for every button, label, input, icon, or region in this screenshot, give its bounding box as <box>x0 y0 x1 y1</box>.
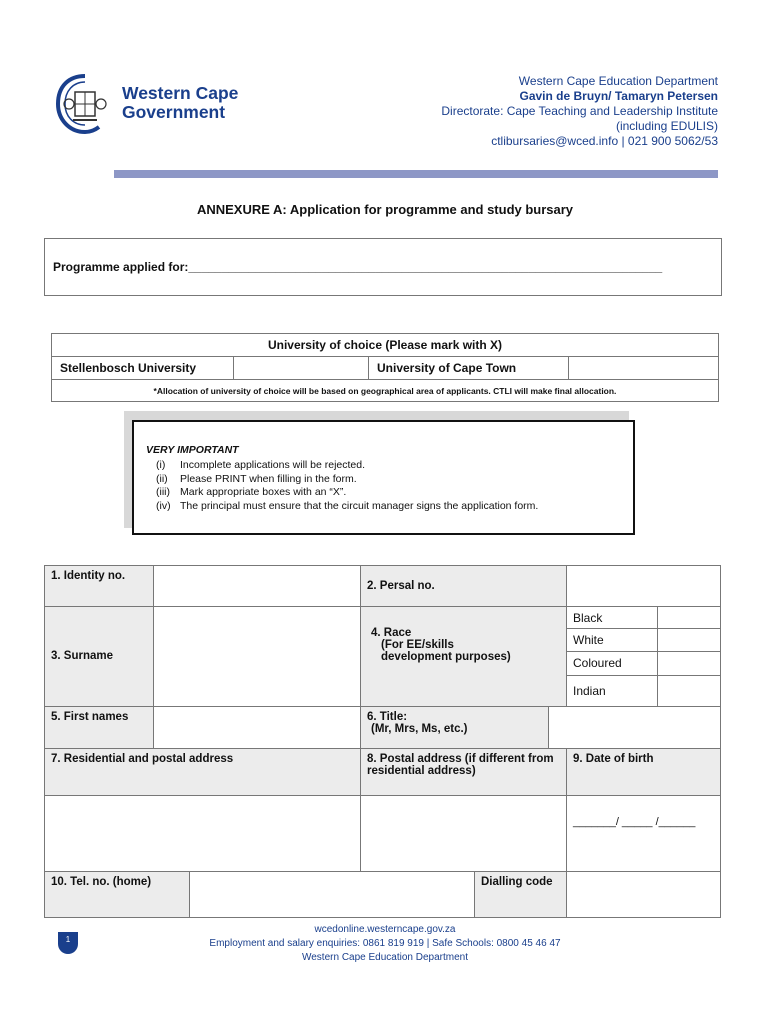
important-box <box>132 420 635 535</box>
identity-label: 1. Identity no. <box>44 565 154 607</box>
title-input[interactable] <box>548 706 721 749</box>
footer-department: Western Cape Education Department <box>301 952 468 963</box>
dob-input[interactable]: _______/ _____ /______ <box>566 795 721 872</box>
logo-line1: Western Cape <box>122 83 239 103</box>
surname-label: 3. Surname <box>44 606 154 707</box>
list-item: (iii) Mark appropriate boxes with an “X”. <box>156 486 347 498</box>
first-names-input[interactable] <box>153 706 361 749</box>
postal-address-input[interactable] <box>360 795 567 872</box>
university-heading: University of choice (Please mark with X) <box>52 334 719 357</box>
document-title: ANNEXURE A: Application for programme and study bursary <box>196 202 574 217</box>
race-option-coloured: Coloured <box>566 651 658 676</box>
important-heading: VERY IMPORTANT <box>146 444 239 456</box>
first-names-label: 5. First names <box>44 706 154 749</box>
allocation-note: *Allocation of university of choice will be based on geographical area of applicants. CTLI will make final allocation. <box>52 380 719 402</box>
list-item: (iv) The principal must ensure that the circuit manager signs the application form. <box>156 499 539 512</box>
title-label <box>360 706 549 749</box>
race-sub1: (For EE/skills <box>381 639 454 651</box>
directorate: Directorate: Cape Teaching and Leadership Institute <box>441 104 718 118</box>
contact-names: Gavin de Bruyn/ Tamaryn Petersen <box>519 89 718 103</box>
directorate-including: (including EDULIS) <box>615 119 718 133</box>
race-indian-box[interactable] <box>657 675 721 707</box>
contact-line: ctlibursaries@wced.info | 021 900 5062/53 <box>491 134 718 148</box>
important-list <box>156 459 538 513</box>
persal-input[interactable] <box>566 565 721 607</box>
race-white-box[interactable] <box>657 628 721 652</box>
programme-box <box>44 238 722 296</box>
header-info <box>441 74 718 149</box>
university-option-uct: University of Cape Town <box>369 357 569 380</box>
race-label <box>360 606 567 707</box>
surname-input[interactable] <box>153 606 361 707</box>
personal-details-form <box>44 565 721 918</box>
race-option-white: White <box>566 628 658 652</box>
tel-label: 10. Tel. no. (home) <box>44 871 190 918</box>
footer-enquiries: Employment and salary enquiries: 0861 819 919 | Safe Schools: 0800 45 46 47 <box>209 938 561 949</box>
university-option-stellenbosch: Stellenbosch University <box>52 357 234 380</box>
identity-input[interactable] <box>153 565 361 607</box>
footer <box>0 923 770 965</box>
tel-input[interactable] <box>189 871 475 918</box>
dob-label: 9. Date of birth <box>566 748 721 796</box>
race-option-indian: Indian <box>566 675 658 707</box>
footer-website: wcedonline.westerncape.gov.za <box>314 924 456 935</box>
persal-label: 2. Persal no. <box>360 565 567 607</box>
list-item: (ii) Please PRINT when filling in the form. <box>156 472 357 485</box>
department-name: Western Cape Education Department <box>518 74 718 88</box>
coat-of-arms-icon <box>55 74 115 134</box>
race-coloured-box[interactable] <box>657 651 721 676</box>
residential-address-input[interactable] <box>44 795 361 872</box>
university-table <box>51 333 719 402</box>
logo-line2: Government <box>122 102 226 122</box>
header-divider <box>114 170 718 178</box>
race-sub2: development purposes) <box>381 651 511 663</box>
race-black-box[interactable] <box>657 606 721 629</box>
title-text: 6. Title: <box>367 711 408 723</box>
list-item: (i) Incomplete applications will be rejected. <box>156 459 366 471</box>
title-sub: (Mr, Mrs, Ms, etc.) <box>371 723 468 735</box>
postal-address-label: 8. Postal address (if different from residential address) <box>360 748 567 796</box>
race-title: 4. Race <box>371 627 412 639</box>
logo-text <box>122 84 238 122</box>
dialling-code-input[interactable] <box>566 871 721 918</box>
residential-address-label: 7. Residential and postal address <box>44 748 361 796</box>
dialling-code-label: Dialling code <box>474 871 567 918</box>
page-number-badge: 1 <box>58 932 78 954</box>
race-option-black: Black <box>566 606 658 629</box>
uct-mark-box[interactable] <box>569 357 719 380</box>
stellenbosch-mark-box[interactable] <box>234 357 369 380</box>
programme-field[interactable]: Programme applied for:_______________________________________________________________________ <box>53 260 663 274</box>
